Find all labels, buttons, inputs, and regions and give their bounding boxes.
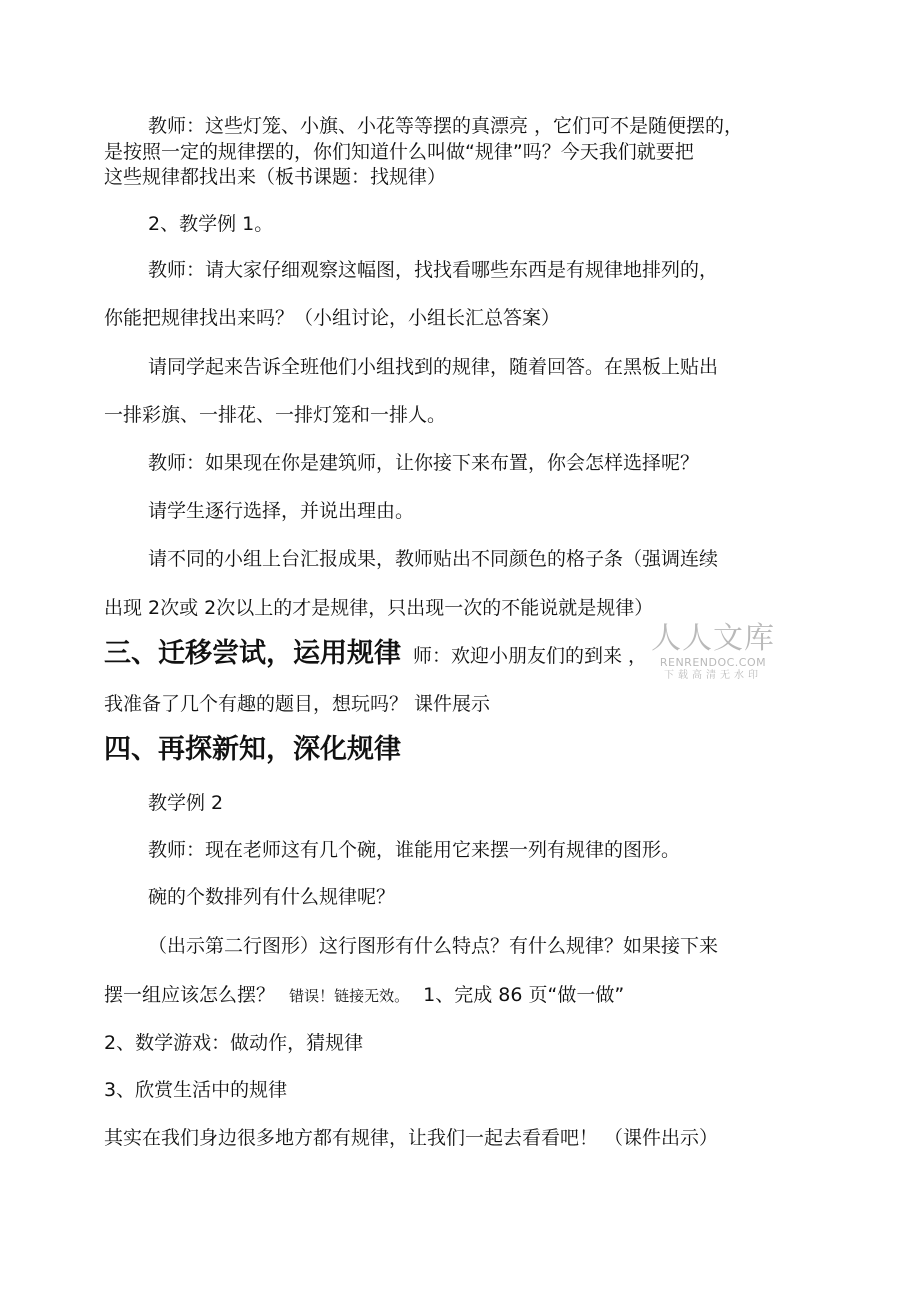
paragraph-line: 出现 2次或 2次以上的才是规律，只出现一次的不能说就是规律） <box>104 597 654 619</box>
watermark-logo <box>648 622 778 682</box>
paragraph-line: 你能把规律找出来吗？（小组讨论，小组长汇总答案） <box>104 307 561 329</box>
paragraph-line: 一排彩旗、一排花、一排灯笼和一排人。 <box>104 404 447 426</box>
watermark-brand: 人人文库 <box>651 621 775 656</box>
paragraph-line: 教师：请大家仔细观察这幅图，找找看哪些东西是有规律地排列的， <box>148 259 719 281</box>
paragraph-line: 教学例 2 <box>148 792 224 814</box>
paragraph-line: 请不同的小组上台汇报成果，教师贴出不同颜色的格子条（强调连续 <box>148 548 719 570</box>
paragraph-line: 其实在我们身边很多地方都有规律，让我们一起去看看吧！ （课件出示） <box>104 1127 719 1149</box>
paragraph-line: 2、教学例 1。 <box>148 213 274 235</box>
watermark-tagline: 下载高清无水印 <box>664 670 762 681</box>
paragraph-line <box>104 983 624 1008</box>
paragraph-line: （出示第二行图形）这行图形有什么特点？有什么规律？如果接下来 <box>148 935 719 957</box>
paragraph-line: 教师：如果现在你是建筑师，让你接下来布置，你会怎样选择呢？ <box>148 452 700 474</box>
paragraph-line: 我准备了几个有趣的题目，想玩吗？ 课件展示 <box>104 693 491 715</box>
paragraph-line: 请学生逐行选择，并说出理由。 <box>148 500 415 522</box>
broken-link-notice: 错误！链接无效。 <box>289 987 410 1005</box>
paragraph-line: 3、欣赏生活中的规律 <box>104 1079 288 1101</box>
paragraph-line: 是按照一定的规律摆的，你们知道什么叫做“规律”吗？今天我们就要把 <box>104 141 694 163</box>
paragraph-line: 师：欢迎小朋友们的到来 ， <box>413 645 648 667</box>
paragraph-line: 碗的个数排列有什么规律呢？ <box>148 886 396 908</box>
paragraph-line: 2、数学游戏：做动作，猜规律 <box>104 1032 364 1054</box>
paragraph-line: 这些规律都找出来（板书课题：找规律） <box>104 166 447 188</box>
paragraph-line: 教师：现在老师这有几个碗，谁能用它来摆一列有规律的图形。 <box>148 839 681 861</box>
section-heading: 四、再探新知，深化规律 <box>104 734 401 765</box>
section-heading: 三、迁移尝试，运用规律 <box>104 638 401 669</box>
paragraph-line: 教师：这些灯笼、小旗、小花等等摆的真漂亮 ，它们可不是随便摆的， <box>148 115 744 137</box>
paragraph-line: 请同学起来告诉全班他们小组找到的规律，随着回答。在黑板上贴出 <box>148 356 719 378</box>
paragraph-text: 摆一组应该怎么摆？ <box>104 984 276 1006</box>
watermark-url: RENRENDOC.COM <box>659 656 767 669</box>
paragraph-text: 1、完成 86 页“做一做” <box>423 984 625 1006</box>
